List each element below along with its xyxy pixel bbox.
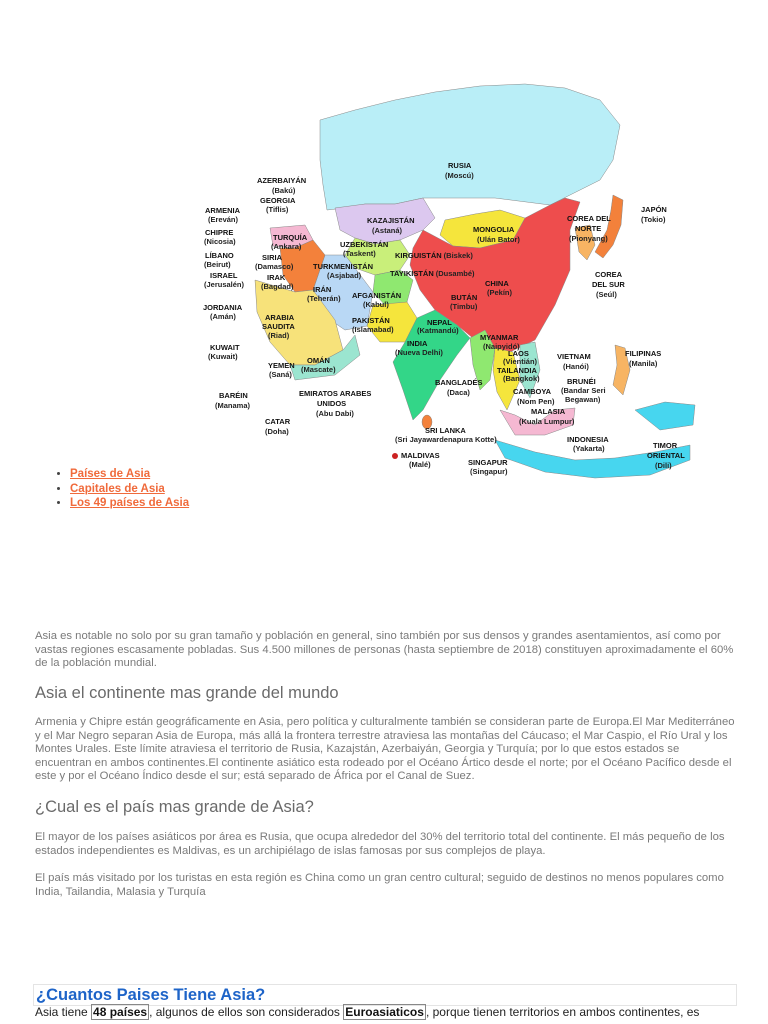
list-item: [70, 467, 189, 482]
list-item: [70, 482, 189, 497]
section-heading-cuantos-paises: ¿Cuantos Paises Tiene Asia?: [33, 984, 737, 1006]
link-paises-de-asia[interactable]: Países de Asia: [70, 468, 151, 480]
label-tayikistan: TAYIKISTÁN (Dusambé): [390, 269, 475, 278]
label-afganistan: AFGANISTÁN (Kabul): [352, 291, 402, 309]
region-indonesia-east: [635, 402, 695, 430]
label-butan: BUTÁN (Timbu): [450, 293, 478, 311]
label-japon: JAPÓN (Tokio): [641, 205, 667, 224]
label-corea-norte: COREA DEL NORTE (Pionyang): [567, 214, 611, 243]
label-israel: ISRAEL (Jerusalén): [204, 271, 245, 289]
label-emiratos: EMIRATOS ARABES UNIDOS (Abu Dabi): [299, 389, 372, 418]
label-oman: OMÁN (Mascate): [301, 356, 336, 374]
label-uzbekistan: UZBEKISTÁN (Taskent): [340, 240, 389, 258]
label-singapur: SINGAPUR (Singapur): [468, 458, 508, 476]
intro-paragraph: Asia es notable no solo por su gran tamaño y población en general, sino también por sus densos y grandes asentamientos, así como por vastas regiones escasamente pobladas. Sus 4.500 millones de personas (hasta septiembre de 2018) constituyen aproximadamente el 60% de la población mundial.: [35, 630, 734, 669]
label-malasia: MALASIA (Kuala Lumpur): [519, 407, 575, 426]
label-india: INDIA (Nueva Delhi): [395, 339, 443, 357]
section-heading-continente: Asia el continente mas grande del mundo: [35, 684, 339, 702]
label-turkmenistan: TURKMENISTÁN (Asjabad): [313, 262, 373, 280]
label-yemen: YEMEN (Saná): [268, 361, 295, 379]
label-irak: IRAK (Bagdad): [261, 273, 294, 291]
label-bangladesh: BANGLADÉS (Daca): [435, 378, 483, 397]
highlight-euroasiaticos: Euroasiaticos: [345, 1005, 424, 1019]
label-catar: CATAR (Doha): [265, 417, 291, 436]
label-rusia: RUSIA (Moscú): [445, 161, 474, 180]
label-indonesia: INDONESIA (Yakarta): [567, 435, 609, 453]
label-arabia: ARABIA SAUDITA (Riad): [262, 313, 295, 340]
label-pakistan: PAKISTÁN (Islamabad): [352, 316, 394, 334]
region-rusia: [320, 84, 620, 210]
highlight-48-paises: 48 países: [93, 1005, 148, 1019]
asia-political-map: [195, 80, 700, 485]
label-nepal: NEPAL (Katmandú): [417, 318, 459, 335]
label-srilanka: SRI LANKA (Sri Jayawardenapura Kotte): [395, 426, 497, 444]
label-kuwait: KUWAIT (Kuwait): [208, 343, 240, 361]
label-mongolia: MONGOLIA (Ulán Bator): [473, 225, 520, 244]
label-chipre: CHIPRE (Nicosia): [204, 228, 236, 246]
label-georgia: GEORGIA (Tiflis): [260, 196, 296, 214]
label-libano: LÍBANO (Beirut): [204, 251, 234, 269]
label-azerbaiyan: AZERBAIYÁN (Bakú): [257, 176, 307, 195]
section-paragraph-continente: Armenia y Chipre están geográficamente en Asia, pero política y culturalmente también se consideran parte de Europa.El Mar Mediterráneo y el Mar Negro separan Asia de Europa, más allá la frontera terrestre atraviesa las montañas del Cáucaso; el Mar Caspio, el Río Ural y los Montes Urales. Este límite atraviesa el territorio de Rusia, Kazajstán, Azerbaiyán, Georgia y Turquía; por lo que estos estados se encuentran en ambos continentes.El continente asiático esta rodeado por el Océano Ártico desde el norte; por el Océano Pacífico desde el este y por el Océano Índico desde el sur; está separado de África por el Canal de Suez.: [35, 716, 735, 782]
label-maldivas: MALDIVAS (Malé): [401, 451, 440, 469]
list-item: [70, 496, 189, 511]
section-paragraph-pais-mas-grande: El mayor de los países asiáticos por área es Rusia, que ocupa alrededor del 30% del territorio total del continente. El más pequeño de los estados independientes es Maldivas, es un archipiélago de islas famosas por sus complejos de playa.: [35, 831, 725, 857]
marker-maldivas: [392, 453, 398, 459]
label-kazajistan: KAZAJISTÁN (Astaná): [367, 216, 415, 235]
label-corea-sur: COREA DEL SUR (Seúl): [592, 270, 625, 299]
related-links: [52, 467, 189, 511]
label-siria: SIRIA (Damasco): [255, 253, 294, 271]
label-kirguistan: KIRGUISTÁN (Biskek): [395, 251, 473, 260]
label-armenia: ARMENIA (Ereván): [205, 206, 240, 224]
label-filipinas: FILIPINAS (Manila): [625, 349, 662, 368]
section-paragraph-turismo: El país más visitado por los turistas en esta región es China como un gran centro cultural; seguido de destinos no menos populares como India, Tailandia, Malasia y Turquía: [35, 872, 724, 898]
label-brunei: BRUNÉI (Bandar Seri Begawan): [561, 377, 606, 404]
link-capitales-de-asia[interactable]: Capitales de Asia: [70, 482, 165, 495]
label-jordania: JORDANIA (Amán): [203, 303, 243, 321]
label-barein: BARÉIN (Manama): [215, 391, 251, 410]
link-49-paises-de-asia[interactable]: Los 49 países de Asia: [70, 497, 190, 509]
label-laos: LAOS (Vientián): [503, 349, 538, 366]
section-heading-pais-mas-grande: ¿Cual es el país mas grande de Asia?: [35, 798, 314, 816]
section-paragraph-cuantos-paises: Asia tiene 48 países , algunos de ellos son considerados Euroasiaticos , porque tienen territorios en ambos continentes, es: [35, 1005, 700, 1019]
label-timor: TIMOR ORIENTAL (Dili): [647, 441, 685, 470]
label-tailandia: TAILANDIA (Bangkok): [497, 366, 540, 383]
label-turquia: TURQUÍA (Ankara): [271, 233, 308, 251]
label-iran: IRÁN (Teherán): [307, 285, 341, 303]
label-china: CHINA (Pekín): [485, 279, 513, 297]
label-camboya: CAMBOYA (Nom Pen): [513, 387, 555, 406]
label-vietnam: VIETNAM (Hanói): [557, 352, 591, 371]
label-myanmar: MYANMAR (Naipyidó): [480, 333, 520, 351]
